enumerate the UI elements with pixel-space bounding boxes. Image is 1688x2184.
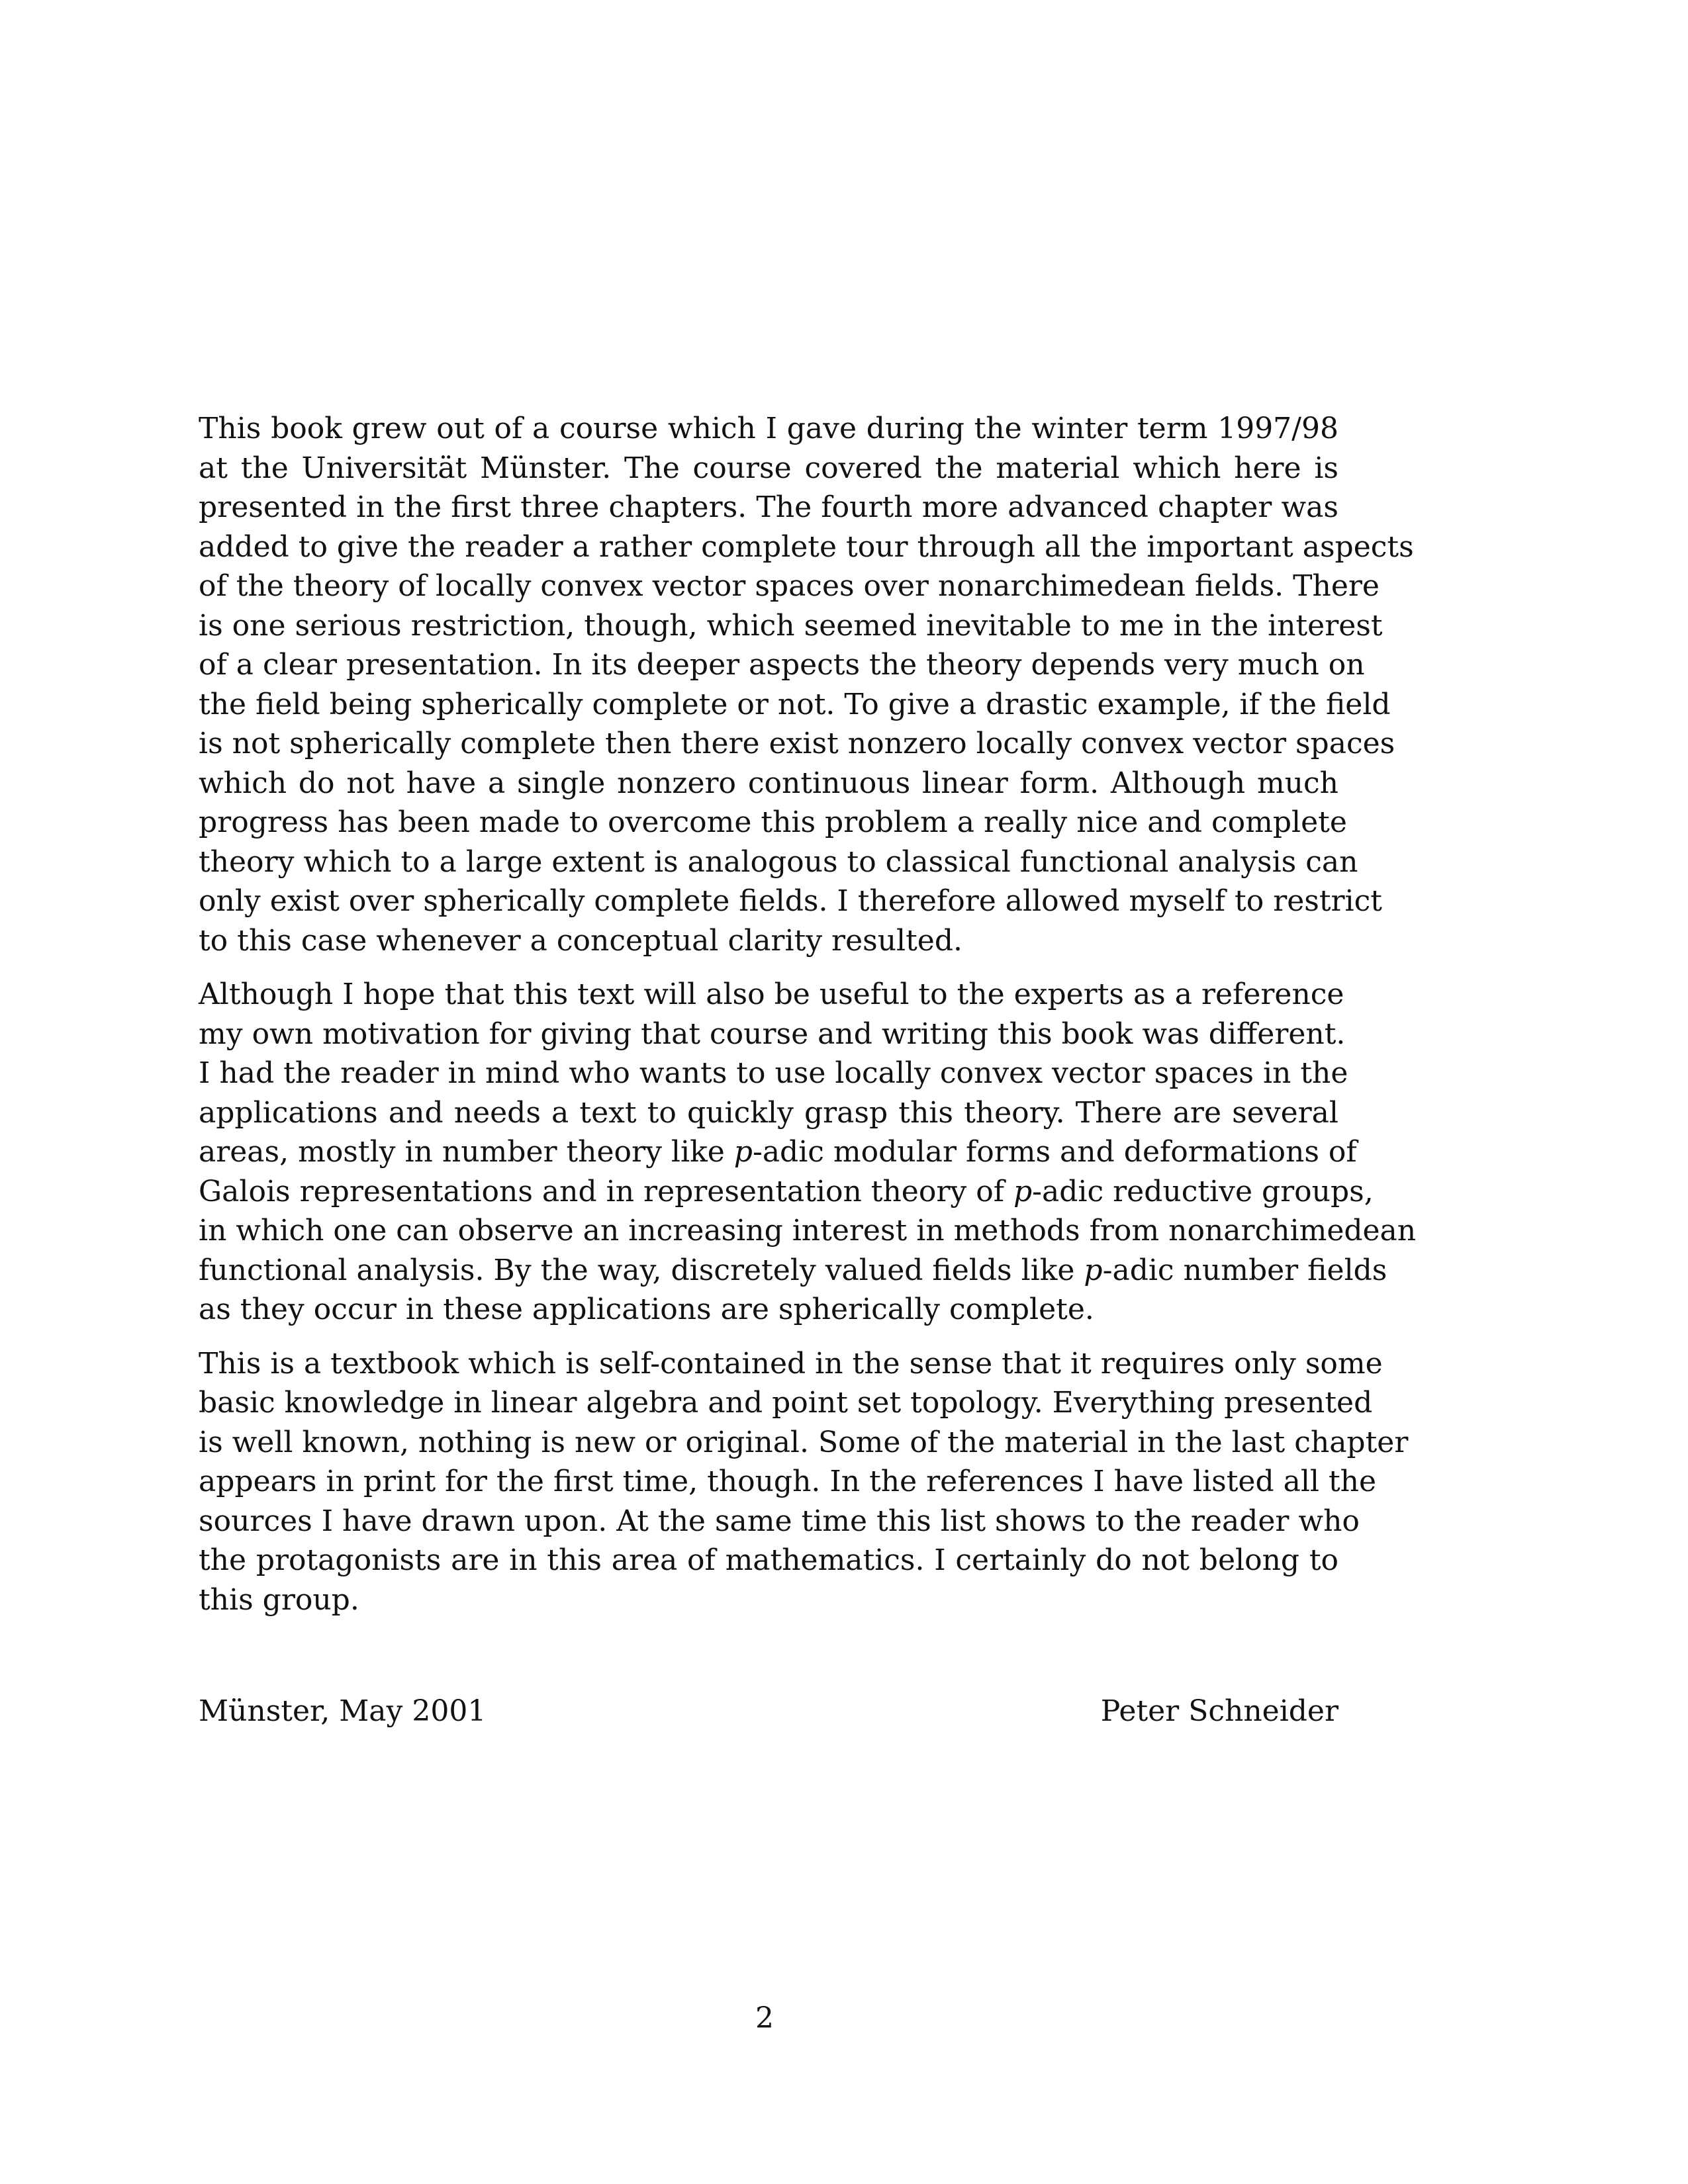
text-line: This is a textbook which is self-contained in the sense that it requires only some bbox=[199, 1346, 1383, 1381]
math-symbol-p: p bbox=[733, 1135, 753, 1169]
line-segment: -adic modular forms and deformations of bbox=[752, 1135, 1357, 1169]
text-line: in which one can observe an increasing interest in methods from nonarchimedean bbox=[199, 1214, 1417, 1248]
math-symbol-p: p bbox=[1013, 1174, 1033, 1208]
text-line: sources I have drawn upon. At the same time this list shows to the reader who bbox=[199, 1504, 1360, 1538]
text-line: the protagonists are in this area of mathematics. I certainly do not belong to bbox=[199, 1543, 1338, 1577]
text-line: Although I hope that this text will also be useful to the experts as a reference bbox=[199, 978, 1344, 1011]
text-line: as they occur in these applications are spherically complete. bbox=[199, 1293, 1094, 1326]
text-line: is well known, nothing is new or original. Some of the material in the last chapter bbox=[199, 1425, 1409, 1459]
preface-text bbox=[199, 409, 1417, 1634]
line-segment: areas, mostly in number theory like bbox=[199, 1135, 725, 1169]
text-line: this group. bbox=[199, 1582, 359, 1617]
line-segment: functional analysis. By the way, discretely valued fields like bbox=[199, 1253, 1075, 1287]
line-segment: -adic reductive groups, bbox=[1032, 1174, 1374, 1208]
author-name: Peter Schneider bbox=[1100, 1694, 1338, 1728]
text-line: is not spherically complete then there exist nonzero locally convex vector spaces bbox=[199, 727, 1395, 760]
text-line: appears in print for the first time, though. In the references I have listed all the bbox=[199, 1465, 1377, 1498]
line-segment: Galois representations and in representation theory of bbox=[199, 1174, 1004, 1208]
text-line: basic knowledge in linear algebra and point set topology. Everything presented bbox=[199, 1386, 1373, 1420]
text-line: only exist over spherically complete fields. I therefore allowed myself to restrict bbox=[199, 884, 1382, 918]
paragraph-3 bbox=[199, 1344, 1409, 1620]
text-line: This book grew out of a course which I gave during the winter term 1997/98 bbox=[199, 412, 1338, 445]
text-line: theory which to a large extent is analogous to classical functional analysis can bbox=[199, 844, 1358, 879]
paragraph-2 bbox=[199, 975, 1417, 1330]
text-line bbox=[199, 1172, 1374, 1212]
text-line: which do not have a single nonzero continuous linear form. Although much bbox=[199, 766, 1338, 800]
text-line bbox=[199, 1251, 1387, 1291]
text-line: of the theory of locally convex vector spaces over nonarchimedean fields. There bbox=[199, 569, 1380, 603]
signature-row bbox=[199, 1692, 1338, 1731]
text-line: progress has been made to overcome this problem a really nice and complete bbox=[199, 805, 1347, 839]
text-line: the field being spherically complete or not. To give a drastic example, if the field bbox=[199, 687, 1391, 721]
text-line: added to give the reader a rather complete tour through all the important aspects bbox=[199, 529, 1414, 564]
place-date: Münster, May 2001 bbox=[199, 1694, 487, 1728]
text-line: presented in the first three chapters. The fourth more advanced chapter was bbox=[199, 490, 1338, 524]
page-number: 2 bbox=[755, 2001, 774, 2035]
text-line bbox=[199, 1132, 1357, 1172]
text-line: to this case whenever a conceptual clarity resulted. bbox=[199, 923, 962, 958]
text-line: at the Universität Münster. The course covered the material which here is bbox=[199, 451, 1338, 485]
text-line: of a clear presentation. In its deeper aspects the theory depends very much on bbox=[199, 648, 1365, 682]
line-segment: -adic number fields bbox=[1102, 1253, 1387, 1287]
text-line: my own motivation for giving that course and writing this book was different. bbox=[199, 1017, 1346, 1051]
text-line: I had the reader in mind who wants to use locally convex vector spaces in the bbox=[199, 1056, 1348, 1090]
text-line: applications and needs a text to quickly grasp this theory. There are several bbox=[199, 1095, 1338, 1130]
paragraph-1 bbox=[199, 409, 1414, 960]
math-symbol-p: p bbox=[1084, 1253, 1103, 1287]
text-line: is one serious restriction, though, which seemed inevitable to me in the interest bbox=[199, 608, 1383, 643]
